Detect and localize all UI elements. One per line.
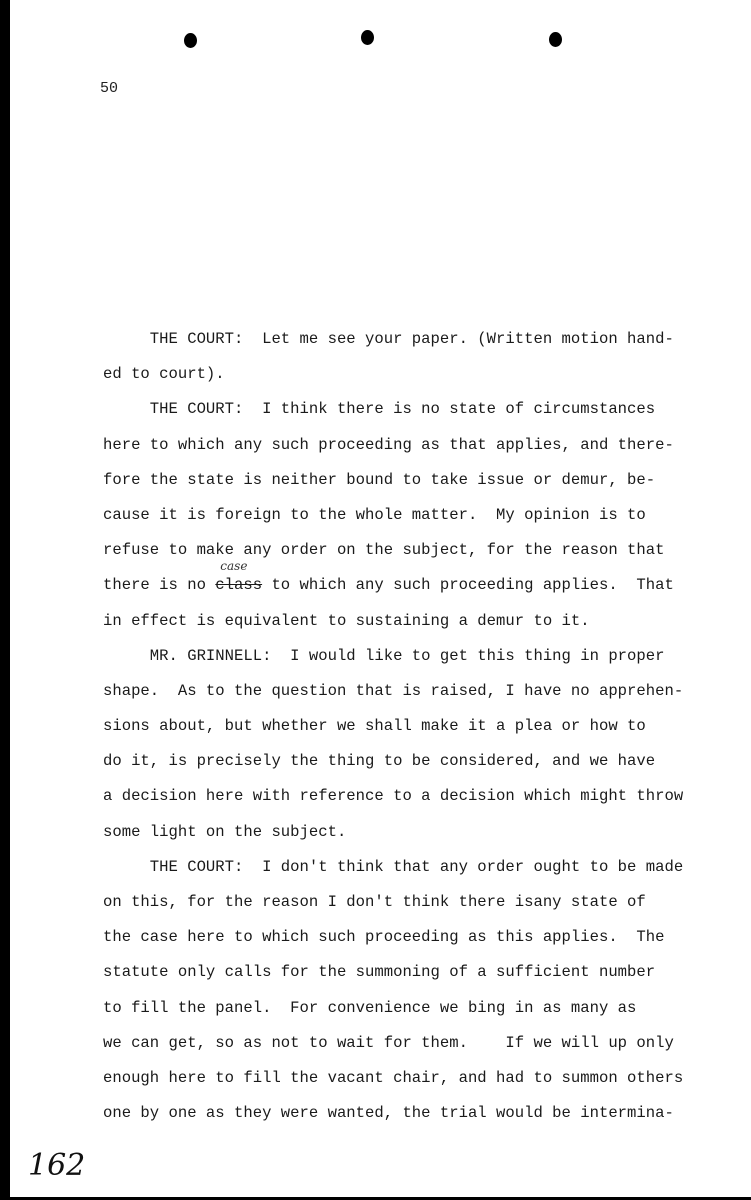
text-line: sions about, but whether we shall make it a plea or how to [103, 717, 646, 736]
text-line: refuse to make any order on the subject, for the reason that [103, 541, 665, 560]
text-line: the case here to which such proceeding as this applies. The [103, 928, 665, 947]
punch-hole [361, 30, 374, 45]
handwritten-folio-number: 162 [28, 1148, 86, 1183]
text-line: THE COURT: I think there is no state of circumstances [103, 400, 656, 419]
text-line: fore the state is neither bound to take issue or demur, be- [103, 470, 656, 489]
text-line: here to which any such proceeding as that applies, and there- [103, 435, 674, 454]
transcript-body [103, 322, 683, 1131]
page-number: 50 [100, 80, 119, 97]
struck-word [215, 559, 263, 595]
text-line: cause it is foreign to the whole matter. My opinion is to [103, 505, 646, 524]
struck-text: class [215, 576, 263, 595]
text-line: in effect is equivalent to sustaining a demur to it. [103, 611, 590, 630]
text-line: ed to court). [103, 365, 225, 384]
text-line: THE COURT: I don't think that any order ought to be made [103, 857, 684, 876]
text-line: THE COURT: Let me see your paper. (Written motion hand- [103, 330, 674, 348]
punch-hole [549, 32, 562, 47]
text-line: on this, for the reason I don't think there isany state of [103, 893, 646, 911]
scan-border-left [0, 0, 10, 1200]
text-line-corrected [103, 559, 683, 603]
handwritten-insertion: case [220, 559, 248, 574]
text-line: some light on the subject. [103, 822, 347, 841]
text-line: statute only calls for the summoning of a sufficient number [103, 963, 656, 982]
text-line: enough here to fill the vacant chair, and had to summon others [103, 1068, 684, 1087]
text-line: a decision here with reference to a decision which might throw [103, 787, 684, 806]
punch-hole [184, 33, 197, 48]
text-line: MR. GRINNELL: I would like to get this thing in proper [103, 646, 665, 665]
text-line: to fill the panel. For convenience we bing in as many as [103, 998, 637, 1017]
text-line: one by one as they were wanted, the trial would be intermina- [103, 1104, 674, 1123]
text-segment: to which any such proceeding applies. That [262, 576, 674, 595]
text-line: do it, is precisely the thing to be considered, and we have [103, 752, 656, 771]
text-segment: there is no [103, 576, 216, 595]
text-line: we can get, so as not to wait for them. If we will up only [103, 1033, 674, 1052]
text-line: shape. As to the question that is raised, I have no apprehen- [103, 681, 684, 700]
